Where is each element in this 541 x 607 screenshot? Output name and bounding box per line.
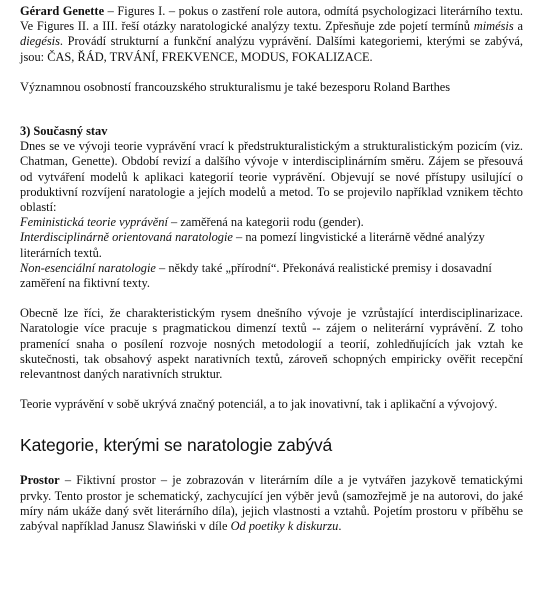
genette-text-1: – Figures I. – pokus o zastření role autora, odmítá psychologizaci literárního textu. Ve Figures II. a III. řeší otázky naratologické analýzy textu. Zpřesňuje zde pojetí termínů: [20, 4, 523, 34]
author-name-genette: Gérard Genette: [20, 4, 105, 18]
prostor-text-2: .: [338, 519, 342, 534]
area-interdisciplinary: [20, 230, 523, 260]
categories-heading: Kategorie, kterými se naratologie zabývá: [20, 435, 333, 456]
area-feminist-term: Feministická teorie vyprávění: [20, 215, 168, 230]
prostor-paragraph: [20, 473, 523, 534]
area-feminist: [20, 215, 523, 230]
section-3-heading-text: 3) Současný stav: [20, 124, 108, 139]
genette-paragraph: [20, 4, 523, 65]
potential-paragraph: Teorie vyprávění v sobě ukrývá značný potenciál, a to jak inovativní, tak i aplikační a vývojový.: [20, 397, 498, 412]
document-page: [20, 4, 523, 534]
barthes-paragraph: Významnou osobností francouzského strukturalismu je také bezesporu Roland Barthes: [20, 79, 451, 94]
section-3-intro: Dnes se ve vývoji teorie vyprávění vrací k předstrukturalistickým a strukturalistickým pozicím (viz. Chatman, Genette). Období revizí a dalšího vývoje v interdisciplinárním směru. Zájem se přesouvá od vytváření modelů k aplikaci kategorií teorie vyprávění. Objevují se nové přístupy usilující o produktivní rozvíjení naratologie a jejích modelů a metod. To se projevilo například vznikem těchto oblastí:: [20, 139, 523, 215]
prostor-term: Prostor: [20, 473, 60, 488]
prostor-book-title: Od poetiky k diskurzu: [230, 519, 339, 534]
area-non-essential-term: Non-esenciální naratologie: [20, 260, 156, 275]
area-non-essential-desc: – někdy také „přírodní“. Překonává realistické premisy i dosavadní zaměření na fiktivní texty.: [20, 260, 492, 291]
genette-text-2: a: [513, 19, 523, 34]
interdisciplinarization-paragraph: Obecně lze říci, že charakteristickým rysem dnešního vývoje je vzrůstající interdisciplinarizace. Naratologie více pracuje s pragmatickou dimenzí textů -- zájem o neliterární vyprávění. Z toho pramenící snaha o posílení rozvoje nosných metodologií a teorií, zohledňujících jak vztah ke skutečnosti, tak obsahový aspekt narativních textů, zároveň schopných empiricky ověřit recepční relevantnost daných narativních struktur.: [20, 306, 523, 382]
area-non-essential: [20, 261, 523, 291]
term-diegesis: diegésis: [20, 34, 60, 49]
prostor-text-1: – Fiktivní prostor – je zobrazován v literárním díle a je vytvářen jazykově tematickými prvky. Tento prostor je schematický, zachycující jen výběr jevů (samozřejmě je na autorovi, do jaké míry nám ukáže daný svět literárního díla), jejich vlastnosti a vztahů. Pojetím prostoru v příběhu se zabýval například Janusz Slawiński v díle: [20, 473, 523, 534]
genette-text-3: . Provádí strukturní a funkční analýzu vyprávění. Dalšími kategoriemi, kterými se zabývá, jsou: ČAS, ŘÁD, TRVÁNÍ, FREKVENCE, MODUS, FOKALIZACE.: [20, 34, 523, 64]
section-3-heading: [20, 124, 523, 139]
area-interdisciplinary-term: Interdisciplinárně orientovaná naratologie: [20, 230, 233, 245]
term-mimesis: mimésis: [473, 19, 514, 34]
area-feminist-desc: – zaměřená na kategorii rodu (gender).: [167, 215, 364, 230]
area-interdisciplinary-desc: – na pomezí lingvistické a literárně vědné analýzy literárních textů.: [20, 230, 485, 260]
